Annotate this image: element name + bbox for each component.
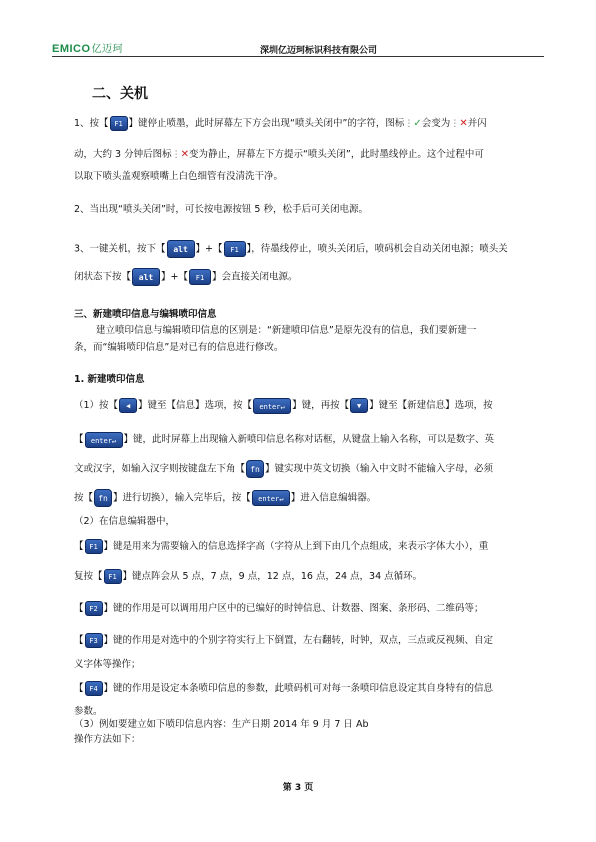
f1-key-icon: F1 — [189, 269, 211, 285]
nozzle-off-icon: ⋮✕ — [450, 118, 468, 129]
alt-key-icon: alt — [132, 268, 160, 286]
step3-line1: （3）例如要建立如下喷印信息内容：生产日期 2014 年 9 月 7 日 Ab — [74, 719, 369, 730]
f3-desc-line1: 【 F3 】键的作用是对选中的个别字符实行上下倒置，左右翻转，时钟，双点，三点或反视频、自定 — [74, 635, 494, 646]
para1-line3: 以取下喷头盖观察喷嘴上白色细管有没清洗干净。 — [74, 171, 284, 182]
logo-text-cn: 亿迈珂 — [91, 44, 124, 55]
section3-title: 三、新建喷印信息与编辑喷印信息 — [74, 309, 217, 320]
step1-line1: （1）按【 ◀ 】键至【信息】选项，按【 enter↵ 】键，再按【 ▼ 】键至【新建信息】选项，按 — [74, 397, 493, 414]
section3-intro-line1: 建立喷印信息与编辑喷印信息的区别是：“新建喷印信息”是原先没有的信息，我们要新建一 — [96, 325, 477, 336]
f4-key-icon: F4 — [85, 681, 103, 696]
f1-desc-line1: 【 F1 】键是用来为需要输入的信息选择字高（字符从上到下由几个点组成，来表示字体大小），重 — [74, 541, 489, 552]
f1-key-icon: F1 — [110, 116, 128, 131]
nozzle-on-icon: ⋮✓ — [404, 118, 422, 129]
para1-line2: 动，大约 3 分钟后图标⋮✕变为静止，屏幕左下方提示“喷头关闭”，此时墨线停止。这个过程中可 — [74, 149, 484, 160]
logo-text-en: EMICO — [52, 43, 91, 55]
subsection-title: 1. 新建喷印信息 — [74, 374, 145, 385]
header-divider — [52, 56, 544, 57]
enter-key-icon: enter↵ — [85, 432, 123, 448]
f3-desc-line2: 义字体等操作； — [74, 659, 141, 670]
section-title: 二、关机 — [92, 86, 148, 102]
para2: 2、当出现“喷头关闭”时，可长按电源按钮 5 秒，松手后可关闭电源。 — [74, 204, 368, 215]
step3-line2: 操作方法如下： — [74, 734, 141, 745]
f1-key-icon: F1 — [224, 241, 246, 257]
para3-line2: 闭状态下按【 alt 】+【 F1 】会直接关闭电源。 — [74, 268, 298, 286]
down-arrow-key-icon: ▼ — [350, 398, 368, 413]
f3-key-icon: F3 — [85, 633, 103, 648]
step1-line3: 文或汉字，如输入汉字则按键盘左下角【 fn 】键实现中英文切换（输入中文时不能输入字母，必须 — [74, 460, 493, 478]
f2-key-icon: F2 — [85, 601, 103, 616]
nozzle-off-icon: ⋮✕ — [171, 149, 189, 160]
para3-line1: 3、一键关机，按下【 alt 】+【 F1 】，待墨线停止，喷头关闭后，喷码机会自动关闭电源；喷头关 — [74, 240, 508, 258]
f4-desc-line2: 参数。 — [74, 706, 103, 717]
f1-desc-line2: 复按【 F1 】键点阵会从 5 点，7 点，9 点，12 点，16 点，24 点，34 点循环。 — [74, 571, 423, 582]
alt-key-icon: alt — [167, 240, 195, 258]
para1-line1: 1、按【 F1 】键停止喷墨，此时屏幕左下方会出现“喷头关闭中”的字符，图标⋮✓会变为⋮✕并闪 — [74, 118, 487, 129]
left-arrow-key-icon: ◀ — [119, 398, 137, 413]
f1-key-icon: F1 — [104, 569, 122, 584]
enter-key-icon: enter↵ — [253, 398, 291, 414]
enter-key-icon: enter↵ — [252, 490, 290, 506]
page-number: 第 3 页 — [282, 783, 314, 793]
f2-desc: 【 F2 】键的作用是可以调用用户区中的已编好的时钟信息、计数器、图案、条形码、二维码等； — [74, 603, 484, 614]
brand-logo — [52, 40, 123, 55]
fn-key-icon: fn — [246, 460, 264, 478]
company-name: 深圳亿迈珂标识科技有限公司 — [260, 46, 378, 56]
step2-intro: （2）在信息编辑器中， — [74, 516, 176, 527]
fn-key-icon: fn — [94, 489, 112, 507]
step1-line4: 按【 fn 】进行切换），输入完毕后，按【 enter↵ 】进入信息编辑器。 — [74, 489, 376, 507]
f4-desc-line1: 【 F4 】键的作用是设定本条喷印信息的参数，此喷码机可对每一条喷印信息设定其自身特有的信息 — [74, 683, 494, 694]
step1-line2: 【 enter↵ 】键，此时屏幕上出现输入新喷印信息名称对话框，从键盘上输入名称，可以是数字、英 — [74, 431, 494, 448]
section3-intro-line2: 条，而“编辑喷印信息”是对已有的信息进行修改。 — [74, 342, 284, 353]
f1-key-icon: F1 — [85, 539, 103, 554]
